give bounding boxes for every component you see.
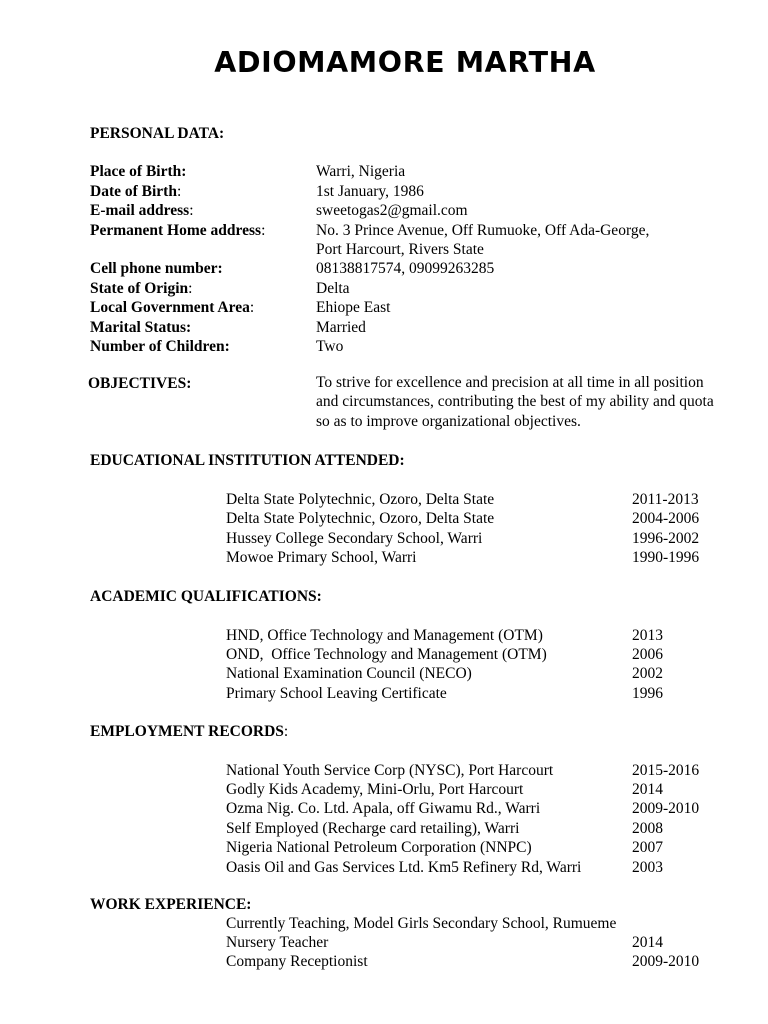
qualification-title: HND, Office Technology and Management (OTM) <box>226 626 543 644</box>
work-item <box>226 952 726 971</box>
employment-item <box>226 819 726 838</box>
employer: Self Employed (Recharge card retailing), Warri <box>226 819 520 837</box>
objectives-heading: OBJECTIVES: <box>88 375 192 392</box>
qualification-title: Primary School Leaving Certificate <box>226 684 447 702</box>
qualification-item <box>226 626 726 645</box>
personal-row-cell-phone <box>90 259 730 278</box>
employer: Oasis Oil and Gas Services Ltd. Km5 Refinery Rd, Warri <box>226 858 582 876</box>
employment-years: 2008 <box>632 819 663 837</box>
education-item <box>226 509 726 528</box>
personal-label: Cell phone number: <box>90 260 223 277</box>
personal-label: Place of Birth: <box>90 163 187 180</box>
personal-label: Local Government Area: <box>90 299 255 316</box>
personal-row-date-of-birth <box>90 182 730 201</box>
education-years: 2011-2013 <box>632 491 699 508</box>
employer: Godly Kids Academy, Mini-Orlu, Port Harcourt <box>226 780 524 798</box>
personal-label: Number of Children: <box>90 338 230 355</box>
education-item <box>226 548 726 567</box>
work-role: Nursery Teacher <box>226 933 329 951</box>
personal-row-children <box>90 337 730 356</box>
employment-years: 2009-2010 <box>632 800 700 818</box>
personal-value: No. 3 Prince Avenue, Off Rumuoke, Off Ada-George, <box>316 221 650 239</box>
education-item <box>226 529 726 548</box>
qualification-year: 2002 <box>632 665 663 683</box>
employment-item <box>226 799 726 818</box>
personal-value: Ehiope East <box>316 299 391 316</box>
employer: Ozma Nig. Co. Ltd. Apala, off Giwamu Rd., Warri <box>226 800 541 818</box>
personal-row-marital-status <box>90 318 730 337</box>
personal-label: Marital Status: <box>90 318 192 336</box>
education-heading: EDUCATIONAL INSTITUTION ATTENDED: <box>90 452 405 469</box>
education-institution: Delta State Polytechnic, Ozoro, Delta State <box>226 491 495 508</box>
education-years: 2004-2006 <box>632 510 700 528</box>
work-role: Currently Teaching, Model Girls Secondary School, Rumueme <box>226 914 617 932</box>
employment-years: 2007 <box>632 839 663 857</box>
employment-heading: EMPLOYMENT RECORDS: <box>90 723 289 740</box>
work-years: 2014 <box>632 933 663 951</box>
personal-value: Two <box>316 338 344 355</box>
personal-row-lga <box>90 298 730 317</box>
education-institution: Delta State Polytechnic, Ozoro, Delta State <box>226 510 495 528</box>
employment-item <box>226 761 726 780</box>
qualification-year: 1996 <box>632 684 663 702</box>
work-experience-heading: WORK EXPERIENCE: <box>90 896 252 913</box>
work-item <box>226 914 746 933</box>
qualifications-heading: ACADEMIC QUALIFICATIONS: <box>90 588 322 605</box>
personal-value: 08138817574, 09099263285 <box>316 260 495 277</box>
personal-value: Delta <box>316 279 350 297</box>
education-institution: Mowoe Primary School, Warri <box>226 549 417 567</box>
personal-label: Date of Birth: <box>90 182 182 200</box>
personal-value: sweetogas2@gmail.com <box>316 202 468 219</box>
employment-item <box>226 838 726 857</box>
qualification-title: OND, Office Technology and Management (OTM) <box>226 645 547 663</box>
education-years: 1996-2002 <box>632 529 700 547</box>
education-item <box>226 490 726 509</box>
employment-item <box>226 858 726 877</box>
personal-value: Married <box>316 318 366 336</box>
employer: Nigeria National Petroleum Corporation (NNPC) <box>226 839 532 857</box>
employment-years: 2015-2016 <box>632 761 700 779</box>
personal-row-state-of-origin <box>90 279 730 298</box>
personal-label: State of Origin: <box>90 279 193 297</box>
personal-row-home-address <box>90 221 730 260</box>
work-years: 2009-2010 <box>632 953 700 971</box>
education-years: 1990-1996 <box>632 549 700 567</box>
employer: National Youth Service Corp (NYSC), Port Harcourt <box>226 761 554 779</box>
employment-years: 2003 <box>632 858 663 876</box>
qualification-title: National Examination Council (NECO) <box>226 665 472 683</box>
qualification-item <box>226 645 726 664</box>
qualification-year: 2006 <box>632 645 663 663</box>
employment-item <box>226 780 726 799</box>
qualification-item <box>226 684 726 703</box>
personal-row-place-of-birth <box>90 162 730 181</box>
personal-row-email <box>90 201 730 220</box>
resume-name: ADIOMAMORE MARTHA <box>214 46 596 79</box>
work-role: Company Receptionist <box>226 953 368 971</box>
work-item <box>226 933 726 952</box>
education-institution: Hussey College Secondary School, Warri <box>226 529 483 547</box>
personal-value: Warri, Nigeria <box>316 163 406 180</box>
personal-data-heading: PERSONAL DATA: <box>90 125 225 142</box>
qualification-year: 2013 <box>632 626 663 644</box>
personal-label: E-mail address: <box>90 202 194 219</box>
personal-label: Permanent Home address: <box>90 221 266 239</box>
personal-value: 1st January, 1986 <box>316 182 424 200</box>
employment-years: 2014 <box>632 780 663 798</box>
qualification-item <box>226 664 726 683</box>
personal-value-line-2: Port Harcourt, Rivers State <box>316 240 484 258</box>
objectives-text: To strive for excellence and precision at all time in all position and circumstances, contributing the best of my ability and quota so as to improve organizational objectives. <box>316 374 714 430</box>
